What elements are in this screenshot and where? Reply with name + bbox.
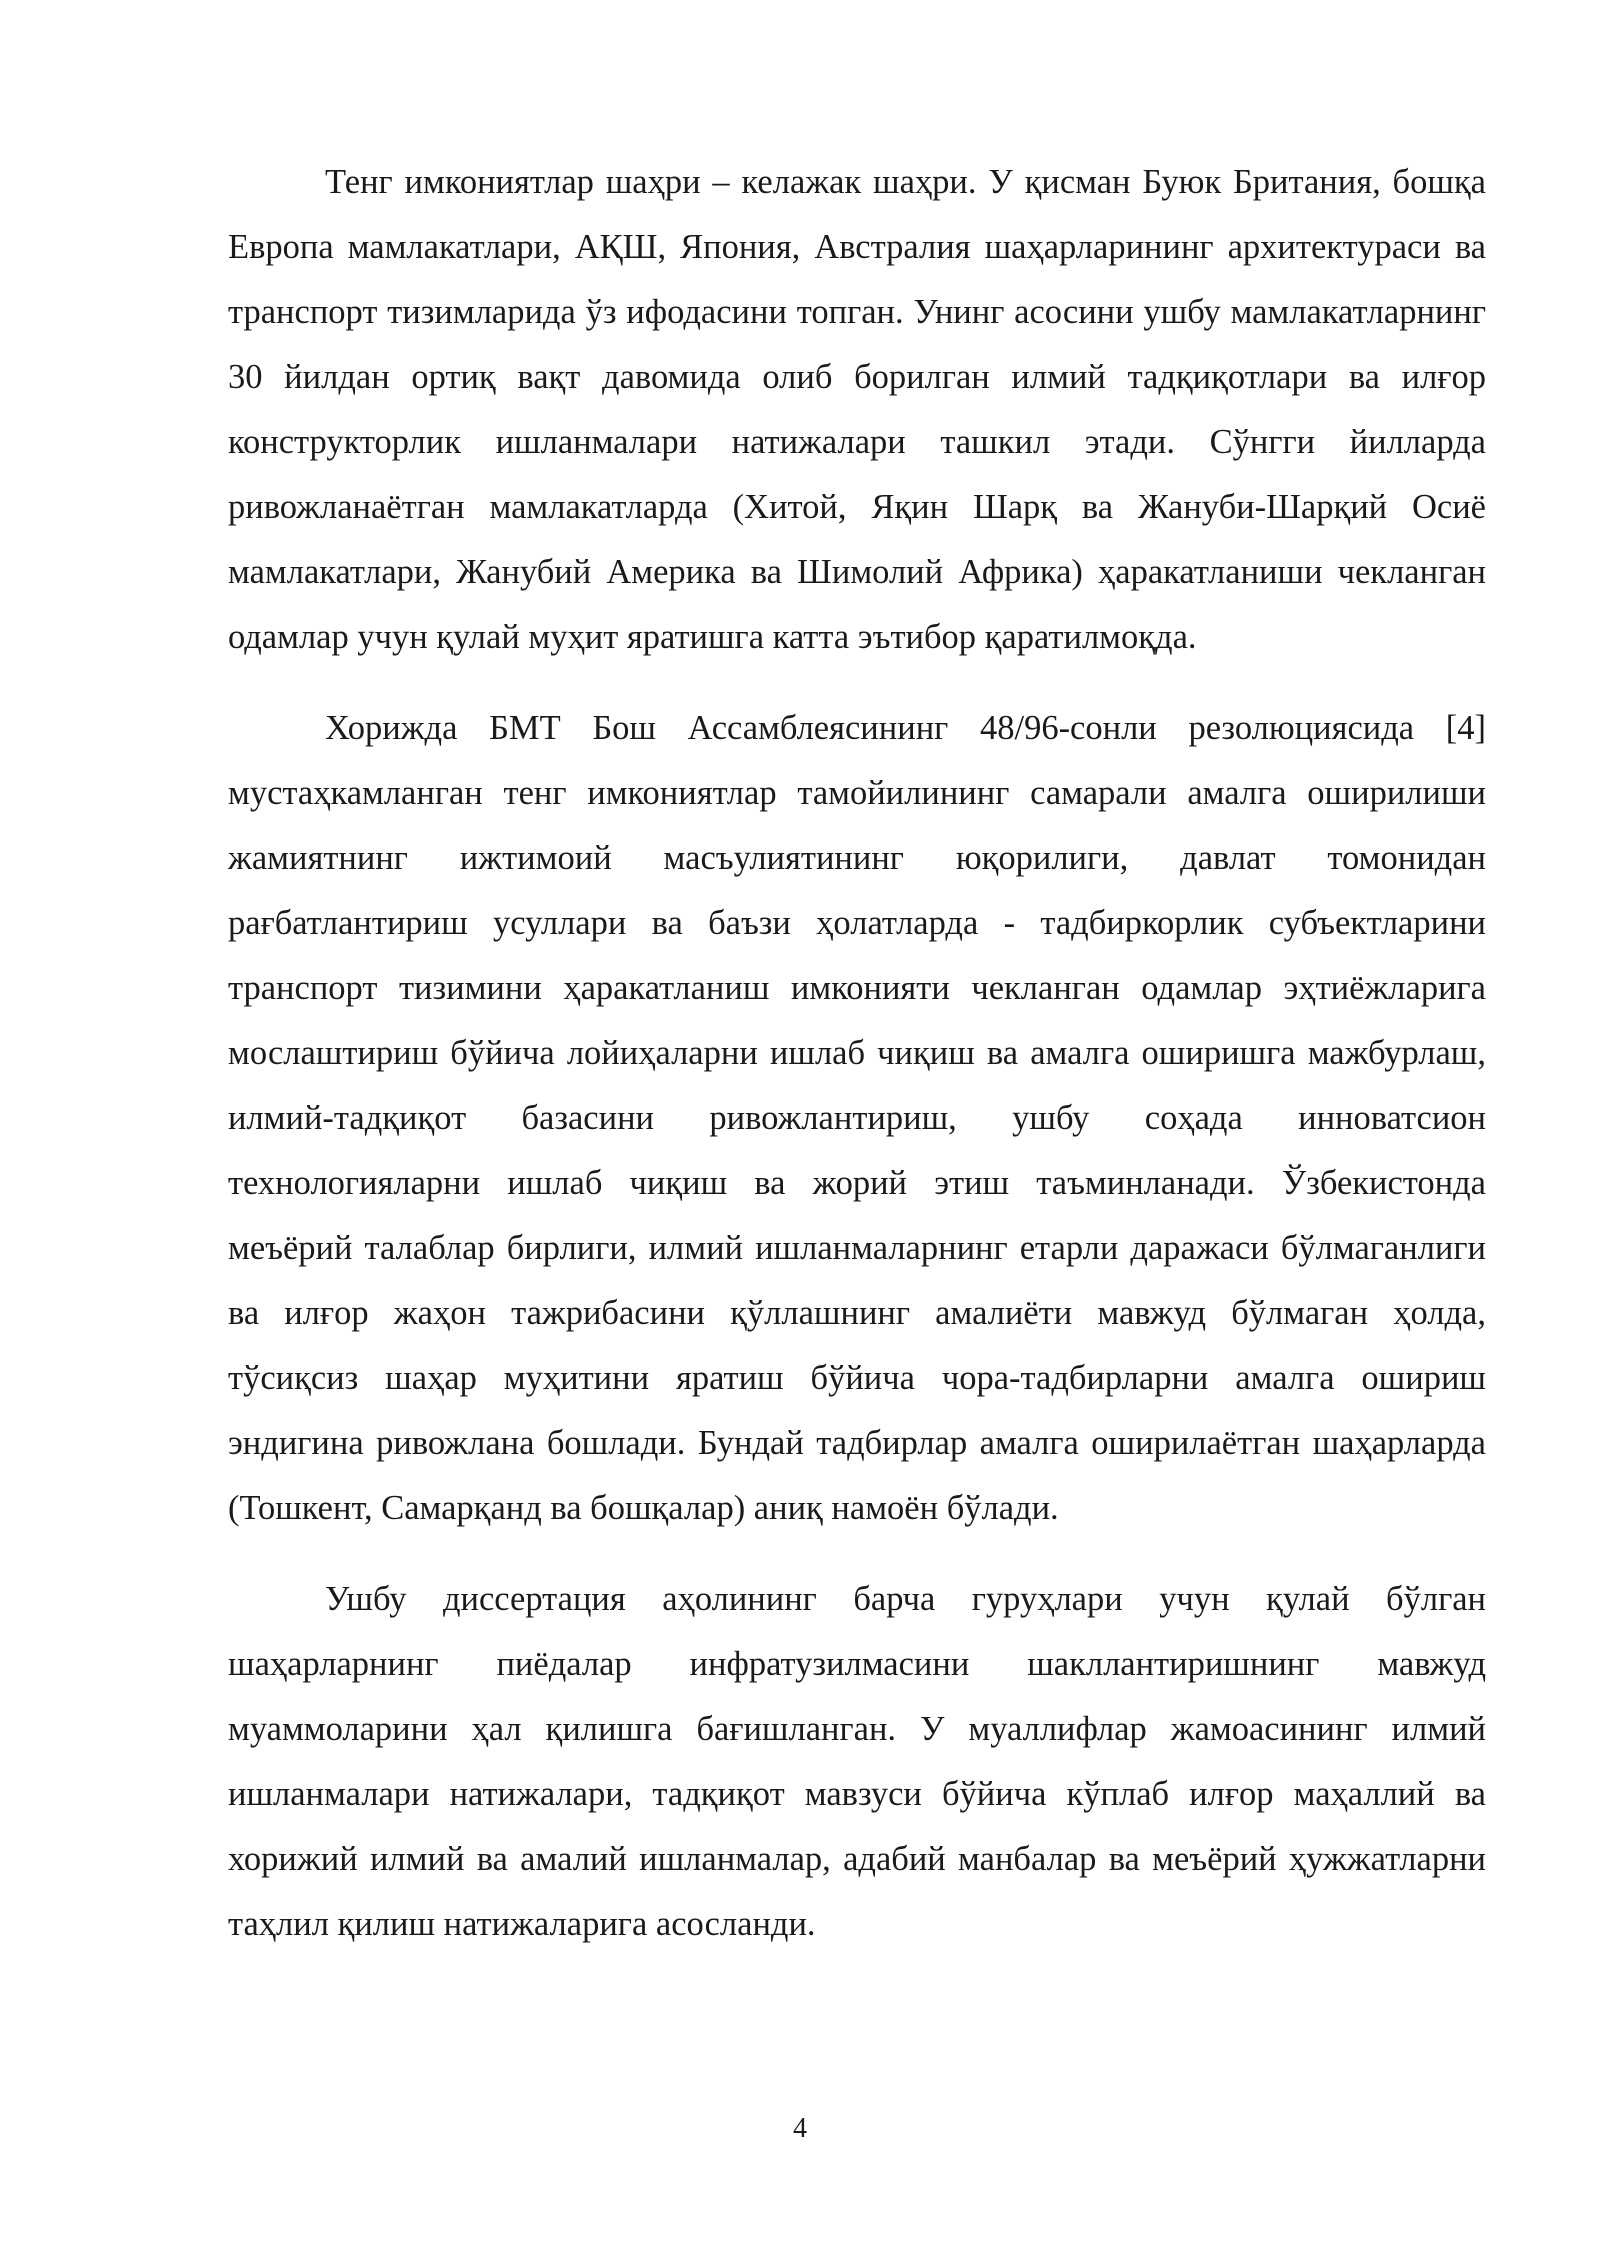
page-number: 4 [793,2113,807,2144]
paragraph-1: Тенг имкониятлар шаҳри – келажак шаҳри. У қисман Буюк Британия, бошқа Европа мамлакатлари, АҚШ, Япония, Австралия шаҳарларининг архитектураси ва транспорт тизимларида ўз ифодасини топган. Унинг асосини ушбу мамлакатларнинг 30 йилдан ортиқ вақт давомида олиб борилган илмий тадқиқотлари ва илғор конструкторлик ишланмалари натижалари ташкил этади. Сўнгги йилларда ривожланаётган мамлакатларда (Хитой, Яқин Шарқ ва Жануби-Шарқий Осиё мамлакатлари, Жанубий Америка ва Шимолий Африка) ҳаракатланиши чекланган одамлар учун қулай муҳит яратишга катта эътибор қаратилмоқда. [228,163,1486,656]
paragraph-3: Ушбу диссертация аҳолининг барча гуруҳлари учун қулай бўлган шаҳарларнинг пиёдалар инфратузилмасини шакллантиришнинг мавжуд муаммоларини ҳал қилишга бағишланган. У муаллифлар жамоасининг илмий ишланмалари натижалари, тадқиқот мавзуси бўйича кўплаб илғор маҳаллий ва хорижий илмий ва амалий ишланмалар, адабий манбалар ва меъёрий ҳужжатларни таҳлил қилиш натижаларига асосланди. [228,1580,1486,1943]
body-text [228,150,1486,1983]
paragraph-2: Хорижда БМТ Бош Ассамблеясининг 48/96-сонли резолюциясида [4] мустаҳкамланган тенг имкониятлар тамойилининг самарали амалга оширилиши жамиятнинг ижтимоий масъулиятининг юқорилиги, давлат томонидан рағбатлантириш усуллари ва баъзи ҳолатларда - тадбиркорлик субъектларини транспорт тизимини ҳаракатланиш имконияти чекланган одамлар эҳтиёжларига мослаштириш бўйича лойиҳаларни ишлаб чиқиш ва амалга оширишга мажбурлаш, илмий-тадқиқот базасини ривожлантириш, ушбу соҳада инноватсион технологияларни ишлаб чиқиш ва жорий этиш таъминланади. Ўзбекистонда меъёрий талаблар бирлиги, илмий ишланмаларнинг етарли даражаси бўлмаганлиги ва илғор жаҳон тажрибасини қўллашнинг амалиёти мавжуд бўлмаган ҳолда, тўсиқсиз шаҳар муҳитини яратиш бўйича чора-тадбирларни амалга ошириш эндигина ривожлана бошлади. Бундай тадбирлар амалга оширилаётган шаҳарларда (Тошкент, Самарқанд ва бошқалар) аниқ намоён бўлади. [228,709,1486,1527]
